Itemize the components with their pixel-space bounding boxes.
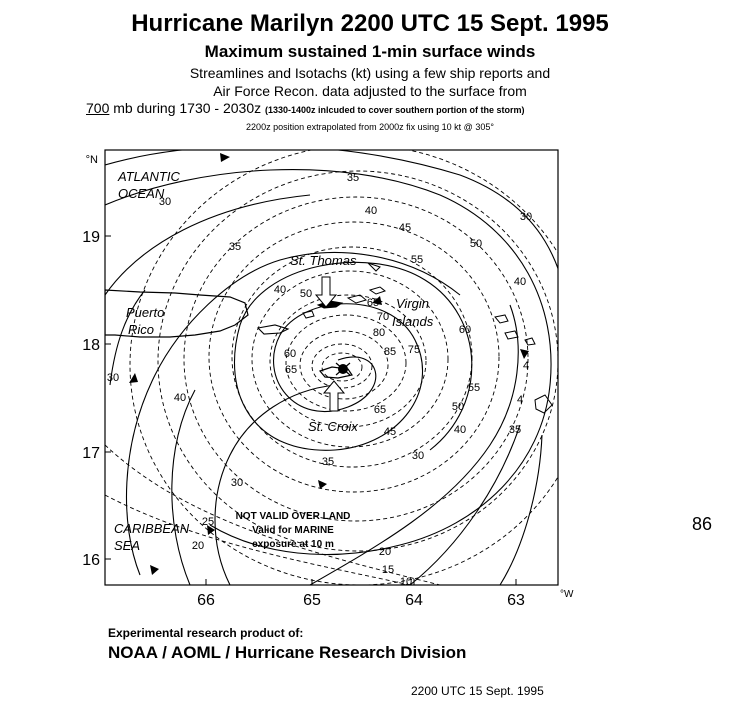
lon-label-66: 66	[197, 592, 215, 609]
label-st-thomas: St. Thomas	[290, 253, 357, 268]
isotach-15: 15	[381, 564, 395, 576]
label-arrows	[316, 263, 380, 411]
isotach-30-e: 30	[106, 372, 120, 384]
isotach-50: 50	[469, 238, 483, 250]
label-rico: Rico	[128, 322, 155, 337]
lat-unit: °N	[85, 154, 98, 166]
footer-caption: 2200 UTC 15 Sept. 1995	[411, 684, 544, 698]
time-range: mb during 1730 - 2030z	[109, 100, 266, 116]
isotach-20: 20	[191, 540, 205, 552]
isotach-40: 40	[364, 205, 378, 217]
label-atlantic: ATLANTIC	[118, 169, 180, 184]
wind-map	[80, 145, 574, 609]
label-virgin: Virgin	[396, 296, 430, 311]
disclaimer-line-2: Valid for MARINE	[252, 525, 334, 536]
lon-label-65: 65	[303, 592, 321, 609]
isotach-65: 65	[366, 297, 380, 309]
isotach-75: 75	[407, 344, 421, 356]
isotach-55: 55	[410, 254, 424, 266]
lat-label-18: 18	[82, 337, 100, 354]
pressure-level: 700	[86, 100, 110, 116]
isotach-65-b: 65	[284, 364, 298, 376]
isotach-45: 45	[398, 222, 412, 234]
isotach-40-e: 40	[173, 392, 187, 404]
lat-label-16: 16	[82, 552, 100, 569]
map-subtitle: Maximum sustained 1-min surface winds	[204, 42, 536, 61]
description-line-2: Air Force Recon. data adjusted to the surface from	[213, 83, 527, 99]
lat-label-19: 19	[82, 229, 100, 246]
isotach-60: 60	[458, 324, 472, 336]
disclaimer-line-3: exposure at 10 m	[252, 539, 334, 550]
label-ocean: OCEAN	[118, 186, 165, 201]
leeward-island-2	[505, 331, 518, 339]
label-puerto: Puerto	[126, 305, 165, 320]
label-sea: SEA	[114, 538, 141, 553]
isotach-4: 4	[522, 360, 530, 372]
storm-center	[336, 363, 350, 375]
isotach-35: 35	[346, 172, 360, 184]
lat-label-17: 17	[82, 445, 100, 462]
st-john-coast	[348, 295, 366, 303]
isotach-35-b: 35	[508, 424, 522, 436]
tortola-coast	[370, 287, 385, 294]
isotach-40-c: 40	[453, 424, 467, 436]
isotach-4-b: 4	[516, 394, 524, 406]
page-number: 86	[692, 514, 713, 534]
isotach-85: 85	[383, 346, 397, 358]
label-st-croix: St. Croix	[308, 419, 358, 434]
lon-unit: °W	[560, 589, 574, 600]
isotach-65-c: 65	[373, 404, 387, 416]
isotach-40-d: 40	[513, 276, 527, 288]
position-note: 2200z position extrapolated from 2000z fix using 10 kt @ 305°	[246, 122, 494, 132]
disclaimer-line-1: NOT VALID OVER LAND	[235, 511, 351, 522]
isotach-50-c: 50	[451, 401, 465, 413]
isotach-40-b: 40	[273, 284, 287, 296]
isotach-30-b: 30	[230, 477, 244, 489]
leeward-island-1	[495, 315, 508, 323]
isotach-50-b: 50	[299, 288, 313, 300]
isotach-30: 30	[411, 450, 425, 462]
isotach-55-b: 55	[467, 382, 481, 394]
description-line-1: Streamlines and Isotachs (kt) using a few ship reports and	[189, 65, 551, 81]
isotach-35-d: 35	[228, 241, 242, 253]
isotach-10: 10	[399, 576, 413, 588]
isotach-45-b: 45	[383, 426, 397, 438]
map-title: Hurricane Marilyn 2200 UTC 15 Sept. 1995	[131, 10, 609, 37]
isotach-60-b: 60	[283, 348, 297, 360]
isotach-35-c: 35	[321, 456, 335, 468]
label-caribbean: CARIBBEAN	[114, 521, 190, 536]
isotach-30-d: 30	[519, 211, 533, 223]
lon-label-63: 63	[507, 592, 525, 609]
label-islands: Islands	[392, 314, 434, 329]
guadeloupe-coast	[535, 395, 552, 413]
isotach-80: 80	[372, 327, 386, 339]
credit-line-2: NOAA / AOML / Hurricane Research Division	[108, 643, 467, 662]
description-line-3	[86, 100, 525, 116]
lon-label-64: 64	[405, 592, 423, 609]
isotach-20-b: 20	[378, 546, 392, 558]
credit-line-1: Experimental research product of:	[108, 626, 304, 640]
isotach-30-c: 30	[158, 196, 172, 208]
time-note: (1330-1400z inlcuded to cover southern portion of the storm)	[265, 105, 525, 115]
isotach-70: 70	[376, 311, 390, 323]
culebra-coast	[303, 311, 314, 318]
isotach-25: 25	[201, 516, 215, 528]
